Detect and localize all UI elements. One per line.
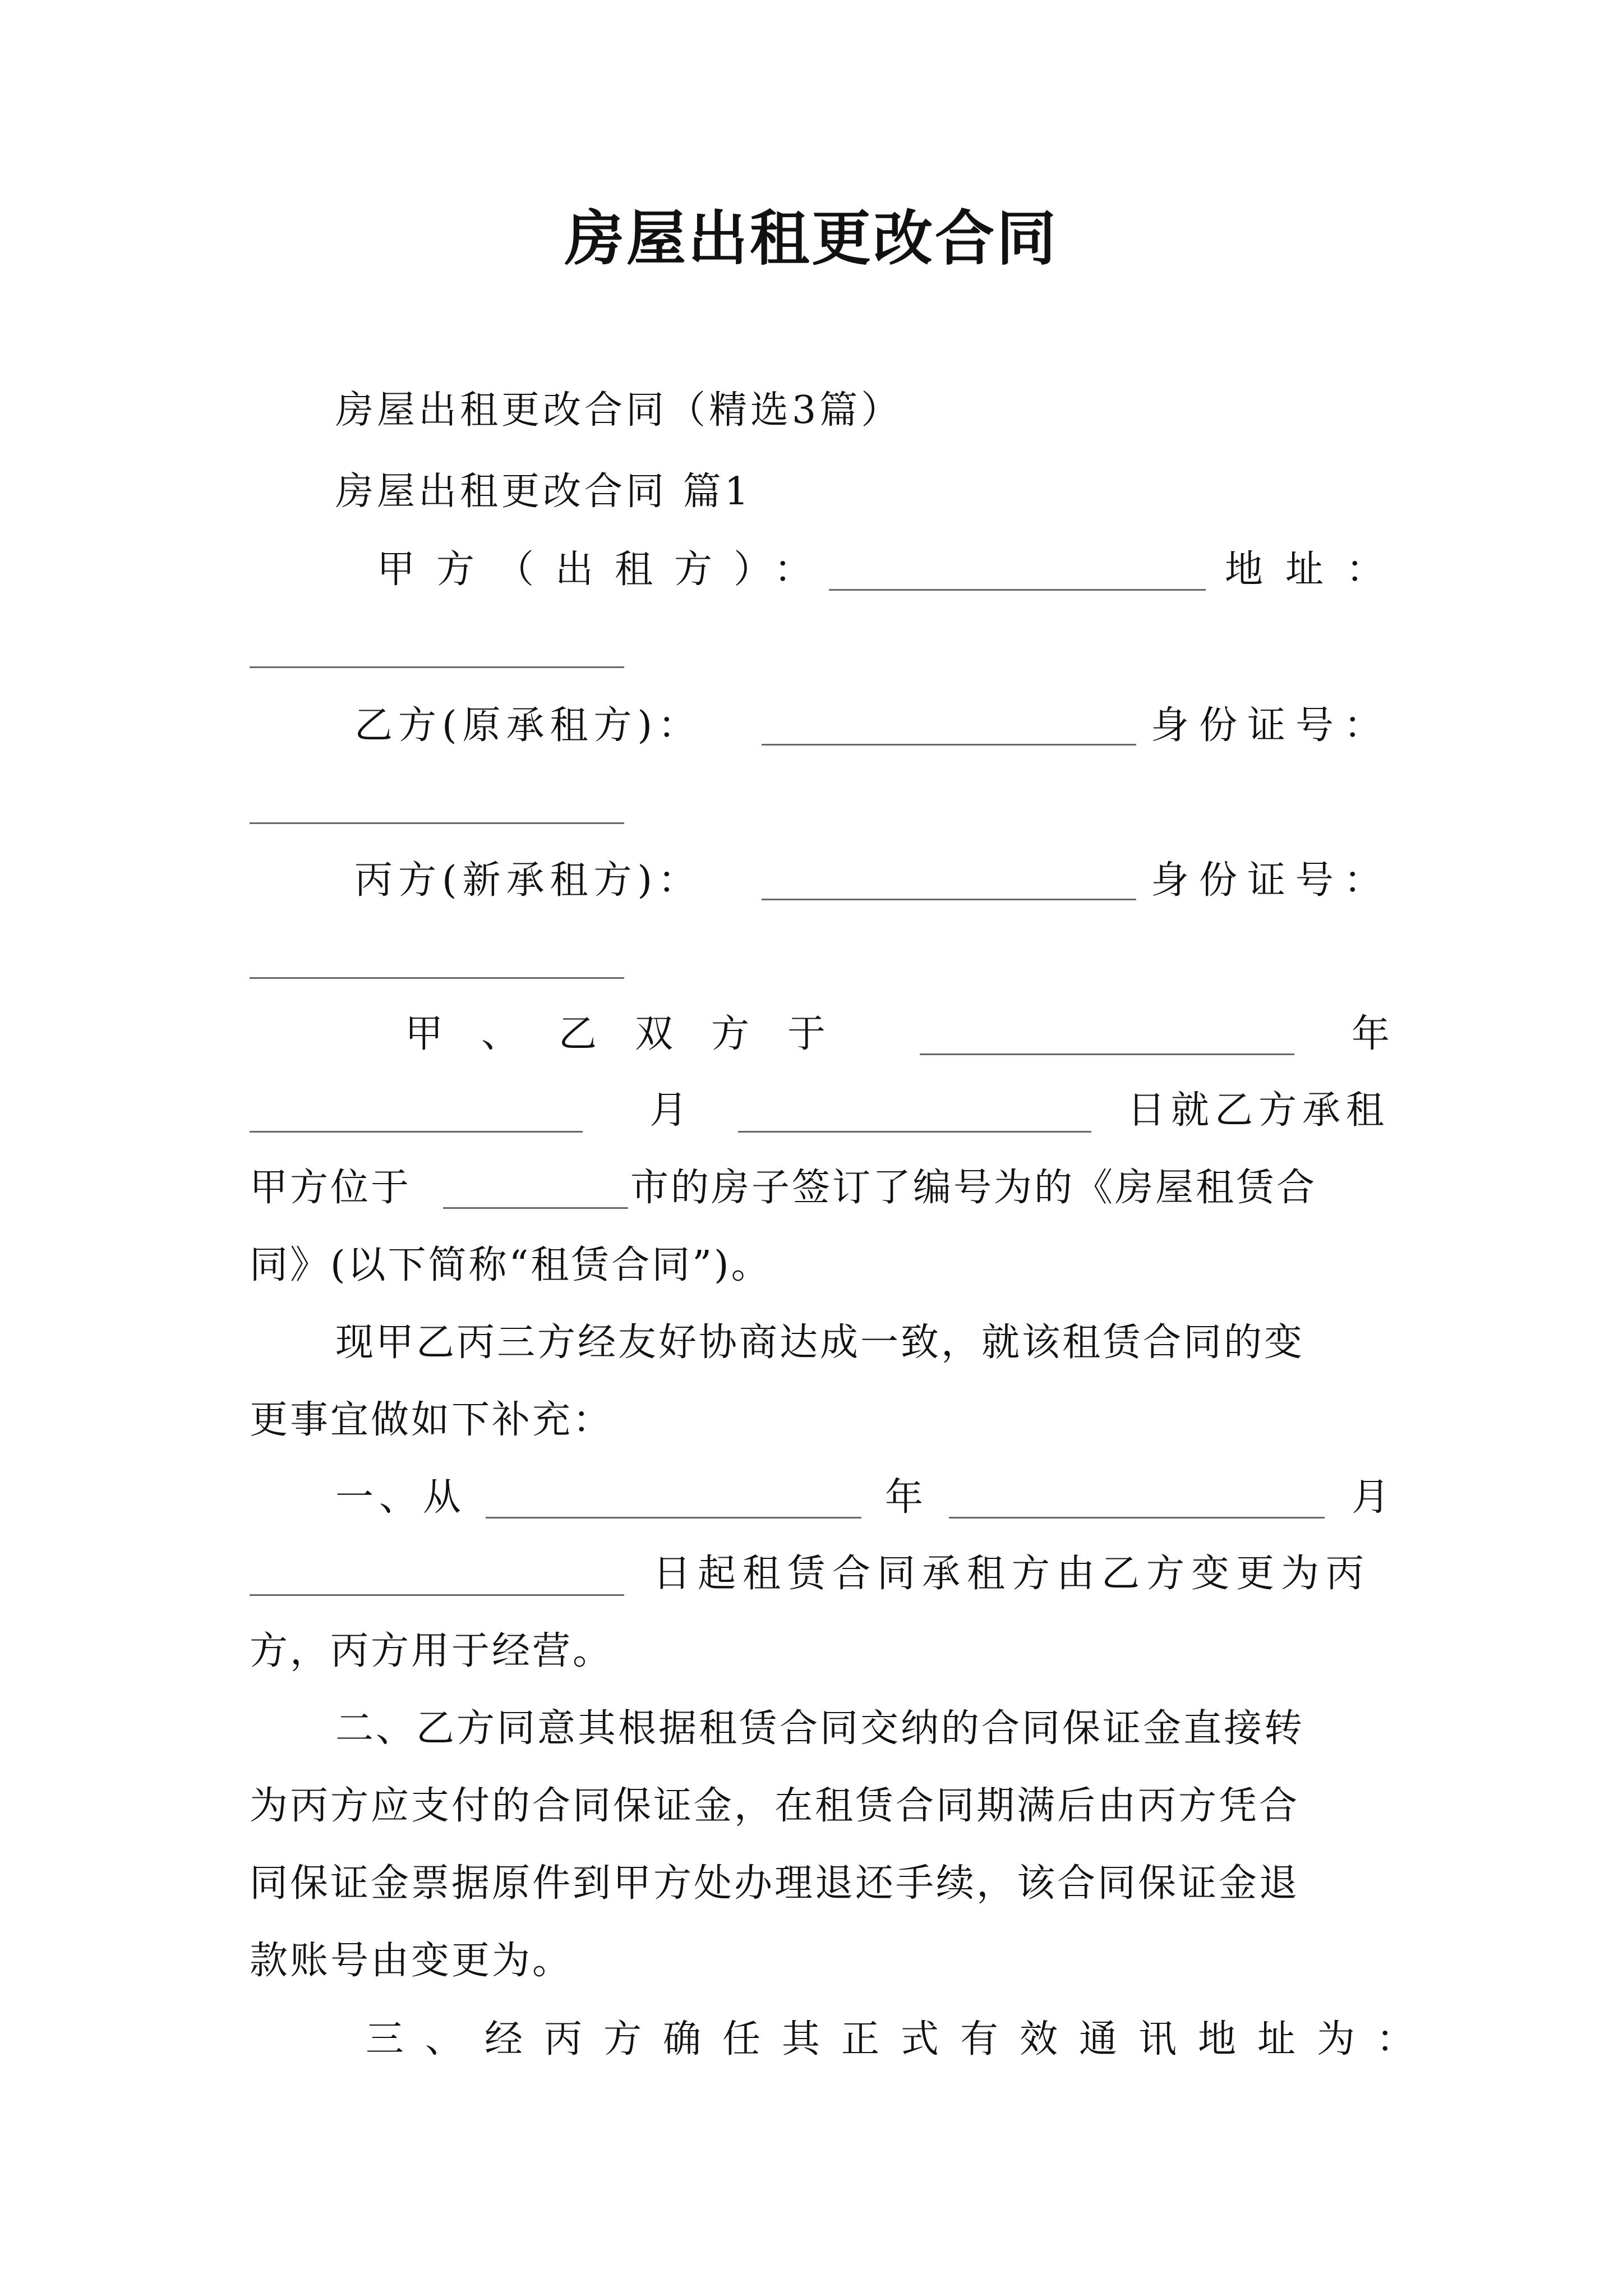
party-a-address-label: 地址： <box>1225 547 1407 592</box>
clause1-line3: 方，丙方用于经营。 <box>250 1629 614 1673</box>
para1-char: 、 <box>481 1012 520 1056</box>
document-title: 房屋出租更改合同 <box>565 203 1058 273</box>
para2-line2: 更事宜做如下补充： <box>250 1398 614 1442</box>
party-a-name-blank <box>829 589 1206 591</box>
para1-city-blank <box>443 1207 628 1209</box>
party-c-id-blank <box>250 977 624 979</box>
para1-day-text: 日就乙方承租 <box>1127 1088 1390 1133</box>
party-b-id-label: 身份证号： <box>1151 703 1393 748</box>
section-heading: 房屋出租更改合同 篇1 <box>335 470 752 514</box>
para1-char: 乙 <box>559 1012 597 1056</box>
para1-location-suffix: 市的房子签订了编号为的《房屋租赁合 <box>630 1166 1317 1210</box>
para1-day-blank <box>738 1131 1091 1133</box>
party-c-id-label: 身份证号： <box>1151 858 1393 903</box>
para1-line4: 同》(以下简称“租赁合同”)。 <box>250 1243 772 1287</box>
clause2-line4: 款账号由变更为。 <box>250 1939 573 1983</box>
clause1-month-blank <box>949 1517 1325 1519</box>
clause2-line1: 二、乙方同意其根据租赁合同交纳的合同保证金直接转 <box>335 1706 1305 1751</box>
party-a-label: 甲方（出租方）： <box>377 547 834 592</box>
party-c-label: 丙方(新承租方)： <box>354 858 702 903</box>
document-subtitle: 房屋出租更改合同（精选3篇） <box>335 388 903 432</box>
para1-month-label: 月 <box>649 1088 688 1133</box>
party-b-id-blank <box>250 822 624 824</box>
para1-char: 双 <box>635 1012 674 1056</box>
clause2-line2: 为丙方应支付的合同保证金，在租赁合同期满后由丙方凭合 <box>250 1784 1300 1828</box>
party-a-address-blank <box>250 666 624 668</box>
clause1-year-label: 年 <box>885 1475 924 1520</box>
clause1-year-blank <box>486 1517 861 1519</box>
party-b-name-blank <box>762 744 1136 746</box>
clause1-prefix: 一、从 <box>335 1475 467 1520</box>
clause2-line3: 同保证金票据原件到甲方处办理退还手续，该合同保证金退 <box>250 1861 1300 1906</box>
clause1-day-blank <box>250 1594 624 1596</box>
para1-char: 于 <box>787 1012 826 1056</box>
para2-line1: 现甲乙丙三方经友好协商达成一致，就该租赁合同的变 <box>335 1320 1305 1365</box>
party-b-label: 乙方(原承租方)： <box>354 703 702 748</box>
para1-char: 甲 <box>405 1012 444 1056</box>
clause3-text: 三、经丙方确任其正式有效通讯地址为： <box>366 2017 1436 2062</box>
para1-month-value-blank <box>250 1131 583 1133</box>
para1-location-prefix: 甲方位于 <box>250 1166 412 1210</box>
clause1-month-label: 月 <box>1352 1475 1390 1520</box>
party-c-name-blank <box>762 899 1136 900</box>
para1-char: 方 <box>711 1012 750 1056</box>
para1-year-label: 年 <box>1352 1012 1390 1056</box>
clause1-line2: 日起租赁合同承租方由乙方变更为丙 <box>653 1552 1371 1596</box>
para1-year-blank <box>920 1053 1294 1055</box>
